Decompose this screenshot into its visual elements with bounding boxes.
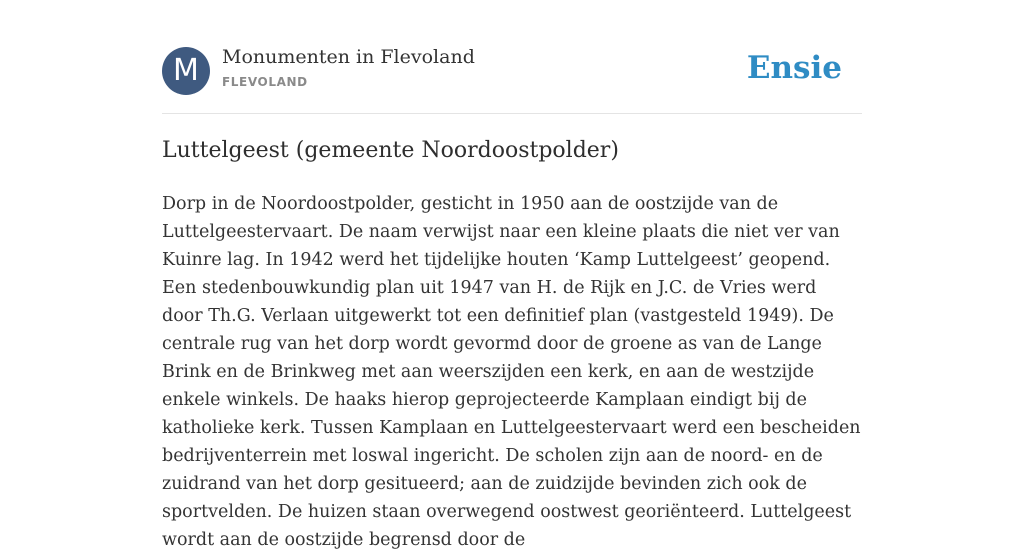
site-category[interactable]: FLEVOLAND bbox=[222, 75, 308, 89]
site-title[interactable]: Monumenten in Flevoland bbox=[222, 46, 475, 68]
header bbox=[162, 46, 862, 96]
article-body: Dorp in de Noordoostpolder, gesticht in 1950 aan de oostzijde van de Luttelgeestervaart. De naam verwijst naar een kleine plaats die niet ver van Kuinre lag. In 1942 werd het tijdelijke houten ‘Kamp Luttelgeest’ geopend. Een stedenbouwkundig plan uit 1947 van H. de Rijk en J.C. de Vries werd door Th.G. Verlaan uitgewerkt tot een definitief plan (vastgesteld 1949). De centrale rug van het dorp wordt gevormd door de groene as van de Lange Brink en de Brinkweg met aan weerszijden een kerk, en aan de westzijde enkele winkels. De haaks hierop geprojecteerde Kamplaan eindigt bij de katholieke kerk. Tussen Kamplaan en Luttelgeestervaart werd een bescheiden bedrijventerrein met loswal ingericht. De scholen zijn aan de noord- en de zuidrand van het dorp gesitueerd; aan de zuidzijde bevinden zich ook de sportvelden. De huizen staan overwegend oostwest georiënteerd. Luttelgeest wordt aan de oostzijde begrensd door de bbox=[162, 194, 861, 550]
brand-logo[interactable]: Ensie bbox=[746, 50, 842, 86]
header-divider bbox=[162, 113, 862, 114]
avatar[interactable]: M bbox=[162, 47, 210, 95]
article-title: Luttelgeest (gemeente Noordoostpolder) bbox=[162, 138, 619, 163]
